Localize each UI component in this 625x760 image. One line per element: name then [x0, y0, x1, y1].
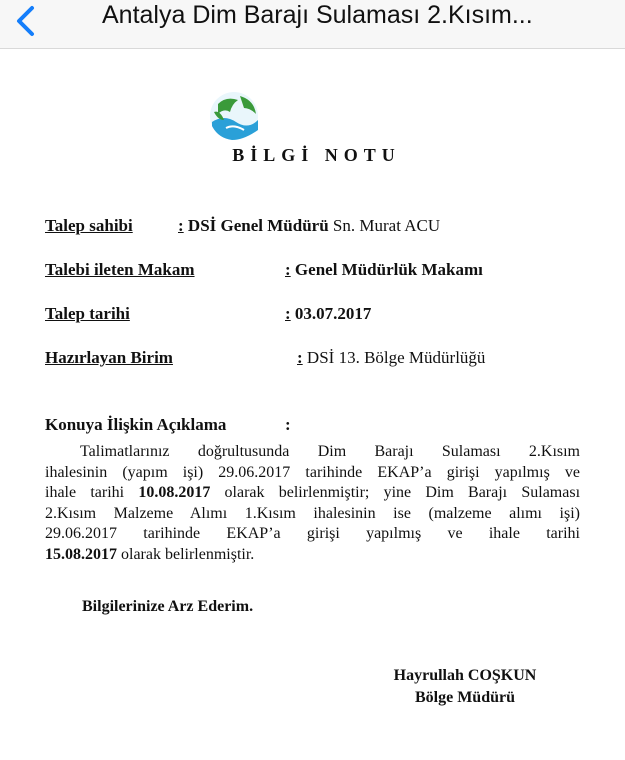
field-label: Hazırlayan Birim: [45, 348, 173, 367]
section-heading: Konuya İlişkin Açıklama: [45, 415, 227, 434]
field-talep-tarihi: [45, 303, 130, 325]
field-talep-sahibi: [45, 215, 133, 237]
field-hazirlayan-birim-value: [297, 347, 485, 369]
paragraph-line: ihale tarihi 10.08.2017 olarak belirlenmiştir; yine Dim Barajı Sulaması: [45, 484, 581, 501]
closing-line: Bilgilerinize Arz Ederim.: [82, 598, 254, 615]
field-separator: :: [285, 260, 291, 279]
field-hazirlayan-birim: [45, 347, 173, 369]
field-talebi-ileten: [45, 259, 195, 281]
paragraph-line: 15.08.2017 olarak belirlenmiştir.: [45, 545, 255, 563]
document-page: [0, 48, 625, 760]
field-talebi-ileten-value: [285, 259, 483, 281]
section-colon: :: [285, 415, 291, 434]
field-separator: :: [285, 304, 291, 323]
paragraph-line: ihalesinin (yapım işi) 29.06.2017 tarihinde EKAP’a girişi yapılmış ve: [45, 463, 580, 481]
document-title: BİLGİ NOTU: [232, 145, 401, 165]
paragraph-line: Talimatlarınız doğrultusunda Dim Barajı Sulaması 2.Kısım: [80, 443, 580, 460]
signature-title: Bölge Müdürü: [414, 689, 515, 706]
field-value-bold: DSİ Genel Müdürü: [187, 216, 329, 235]
field-separator: :: [297, 348, 303, 367]
field-separator: :: [178, 216, 184, 235]
navigation-bar: [0, 0, 625, 49]
signature-name: Hayrullah COŞKUN: [393, 667, 537, 684]
field-talep-sahibi-value: [178, 215, 440, 237]
field-value-bold: Genel Müdürlük Makamı: [290, 260, 483, 279]
field-value-bold: 03.07.2017: [290, 304, 372, 323]
dsi-logo: [204, 86, 260, 142]
field-value: DSİ 13. Bölge Müdürlüğü: [302, 348, 486, 367]
field-value: Sn. Murat ACU: [328, 216, 441, 235]
field-label: Talebi ileten Makam: [45, 260, 195, 279]
chevron-left-icon: [8, 2, 48, 42]
paragraph-line: 29.06.2017 tarihinde EKAP’a girişi yapılmış ve ihale tarihi: [45, 525, 580, 542]
field-talep-tarihi-value: [285, 303, 371, 325]
field-label: Talep sahibi: [45, 216, 133, 235]
field-label: Talep tarihi: [45, 304, 130, 323]
back-button[interactable]: [8, 2, 48, 42]
paragraph-line: 2.Kısım Malzeme Alımı 1.Kısım ihalesinin ise (malzeme alımı işi): [45, 504, 580, 522]
explanation-paragraph: [45, 442, 580, 565]
signature-block: [360, 665, 570, 709]
nav-title: Antalya Dim Barajı Sulaması 2.Kısım...: [102, 1, 533, 29]
